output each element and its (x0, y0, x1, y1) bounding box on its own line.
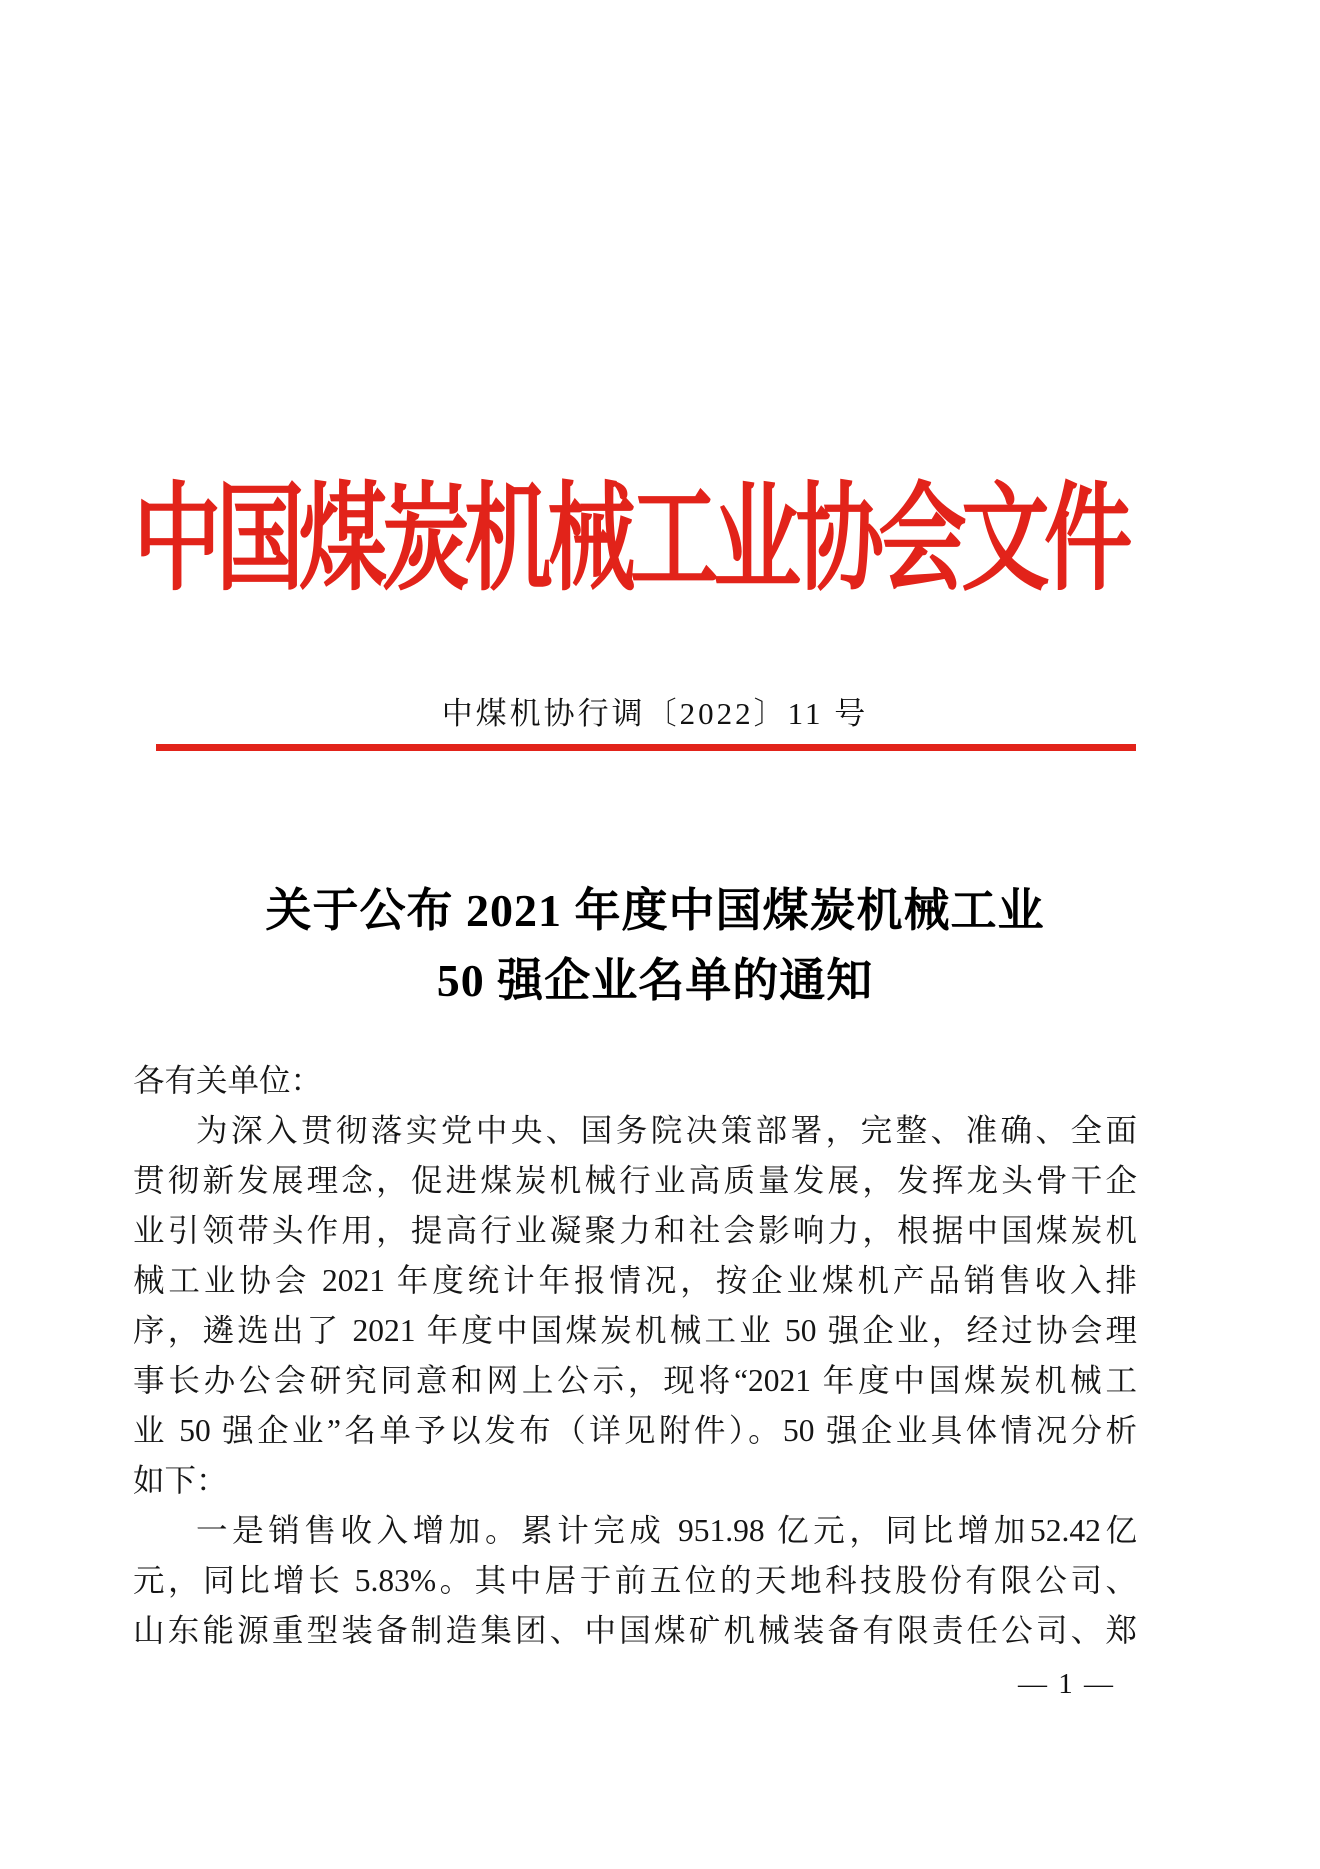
notice-title-line2: 50 强企业名单的通知 (436, 955, 874, 1006)
notice-title-line1: 关于公布 2021 年度中国煤炭机械工业 (265, 885, 1045, 936)
body-line: 序，遴选出了 2021 年度中国煤炭机械工业 50 强企业，经过协会理 (133, 1313, 1137, 1348)
body-line: 一是销售收入增加。累计完成 951.98 亿元，同比增加52.42亿 (196, 1513, 1137, 1548)
issuer-banner-title: 中国煤炭机械工业协会文件 (133, 474, 1127, 605)
body-line: 山东能源重型装备制造集团、中国煤矿机械装备有限责任公司、郑 (133, 1613, 1137, 1648)
notice-body (133, 1056, 1137, 1656)
page-number: — 1 — (1018, 1668, 1115, 1700)
body-line: 如下： (133, 1463, 228, 1498)
body-line: 事长办公会研究同意和网上公示，现将“2021 年度中国煤炭机械工 (133, 1363, 1137, 1398)
document-number: 中煤机协行调〔2022〕11 号 (441, 696, 869, 731)
body-line: 贯彻新发展理念，促进煤炭机械行业高质量发展，发挥龙头骨干企 (133, 1163, 1137, 1198)
body-line: 业 50 强企业”名单予以发布（详见附件）。50 强企业具体情况分析 (133, 1413, 1137, 1448)
body-line: 元，同比增长 5.83%。其中居于前五位的天地科技股份有限公司、 (133, 1563, 1137, 1598)
red-divider-line (156, 744, 1136, 751)
notice-title (0, 876, 1310, 1016)
body-line: 业引领带头作用，提高行业凝聚力和社会影响力，根据中国煤炭机 (133, 1213, 1137, 1248)
body-line: 为深入贯彻落实党中央、国务院决策部署，完整、准确、全面 (196, 1113, 1137, 1148)
body-line-salutation: 各有关单位： (133, 1063, 323, 1098)
red-header-banner (0, 446, 1260, 605)
body-line: 械工业协会 2021 年度统计年报情况，按企业煤机产品销售收入排 (133, 1263, 1137, 1298)
